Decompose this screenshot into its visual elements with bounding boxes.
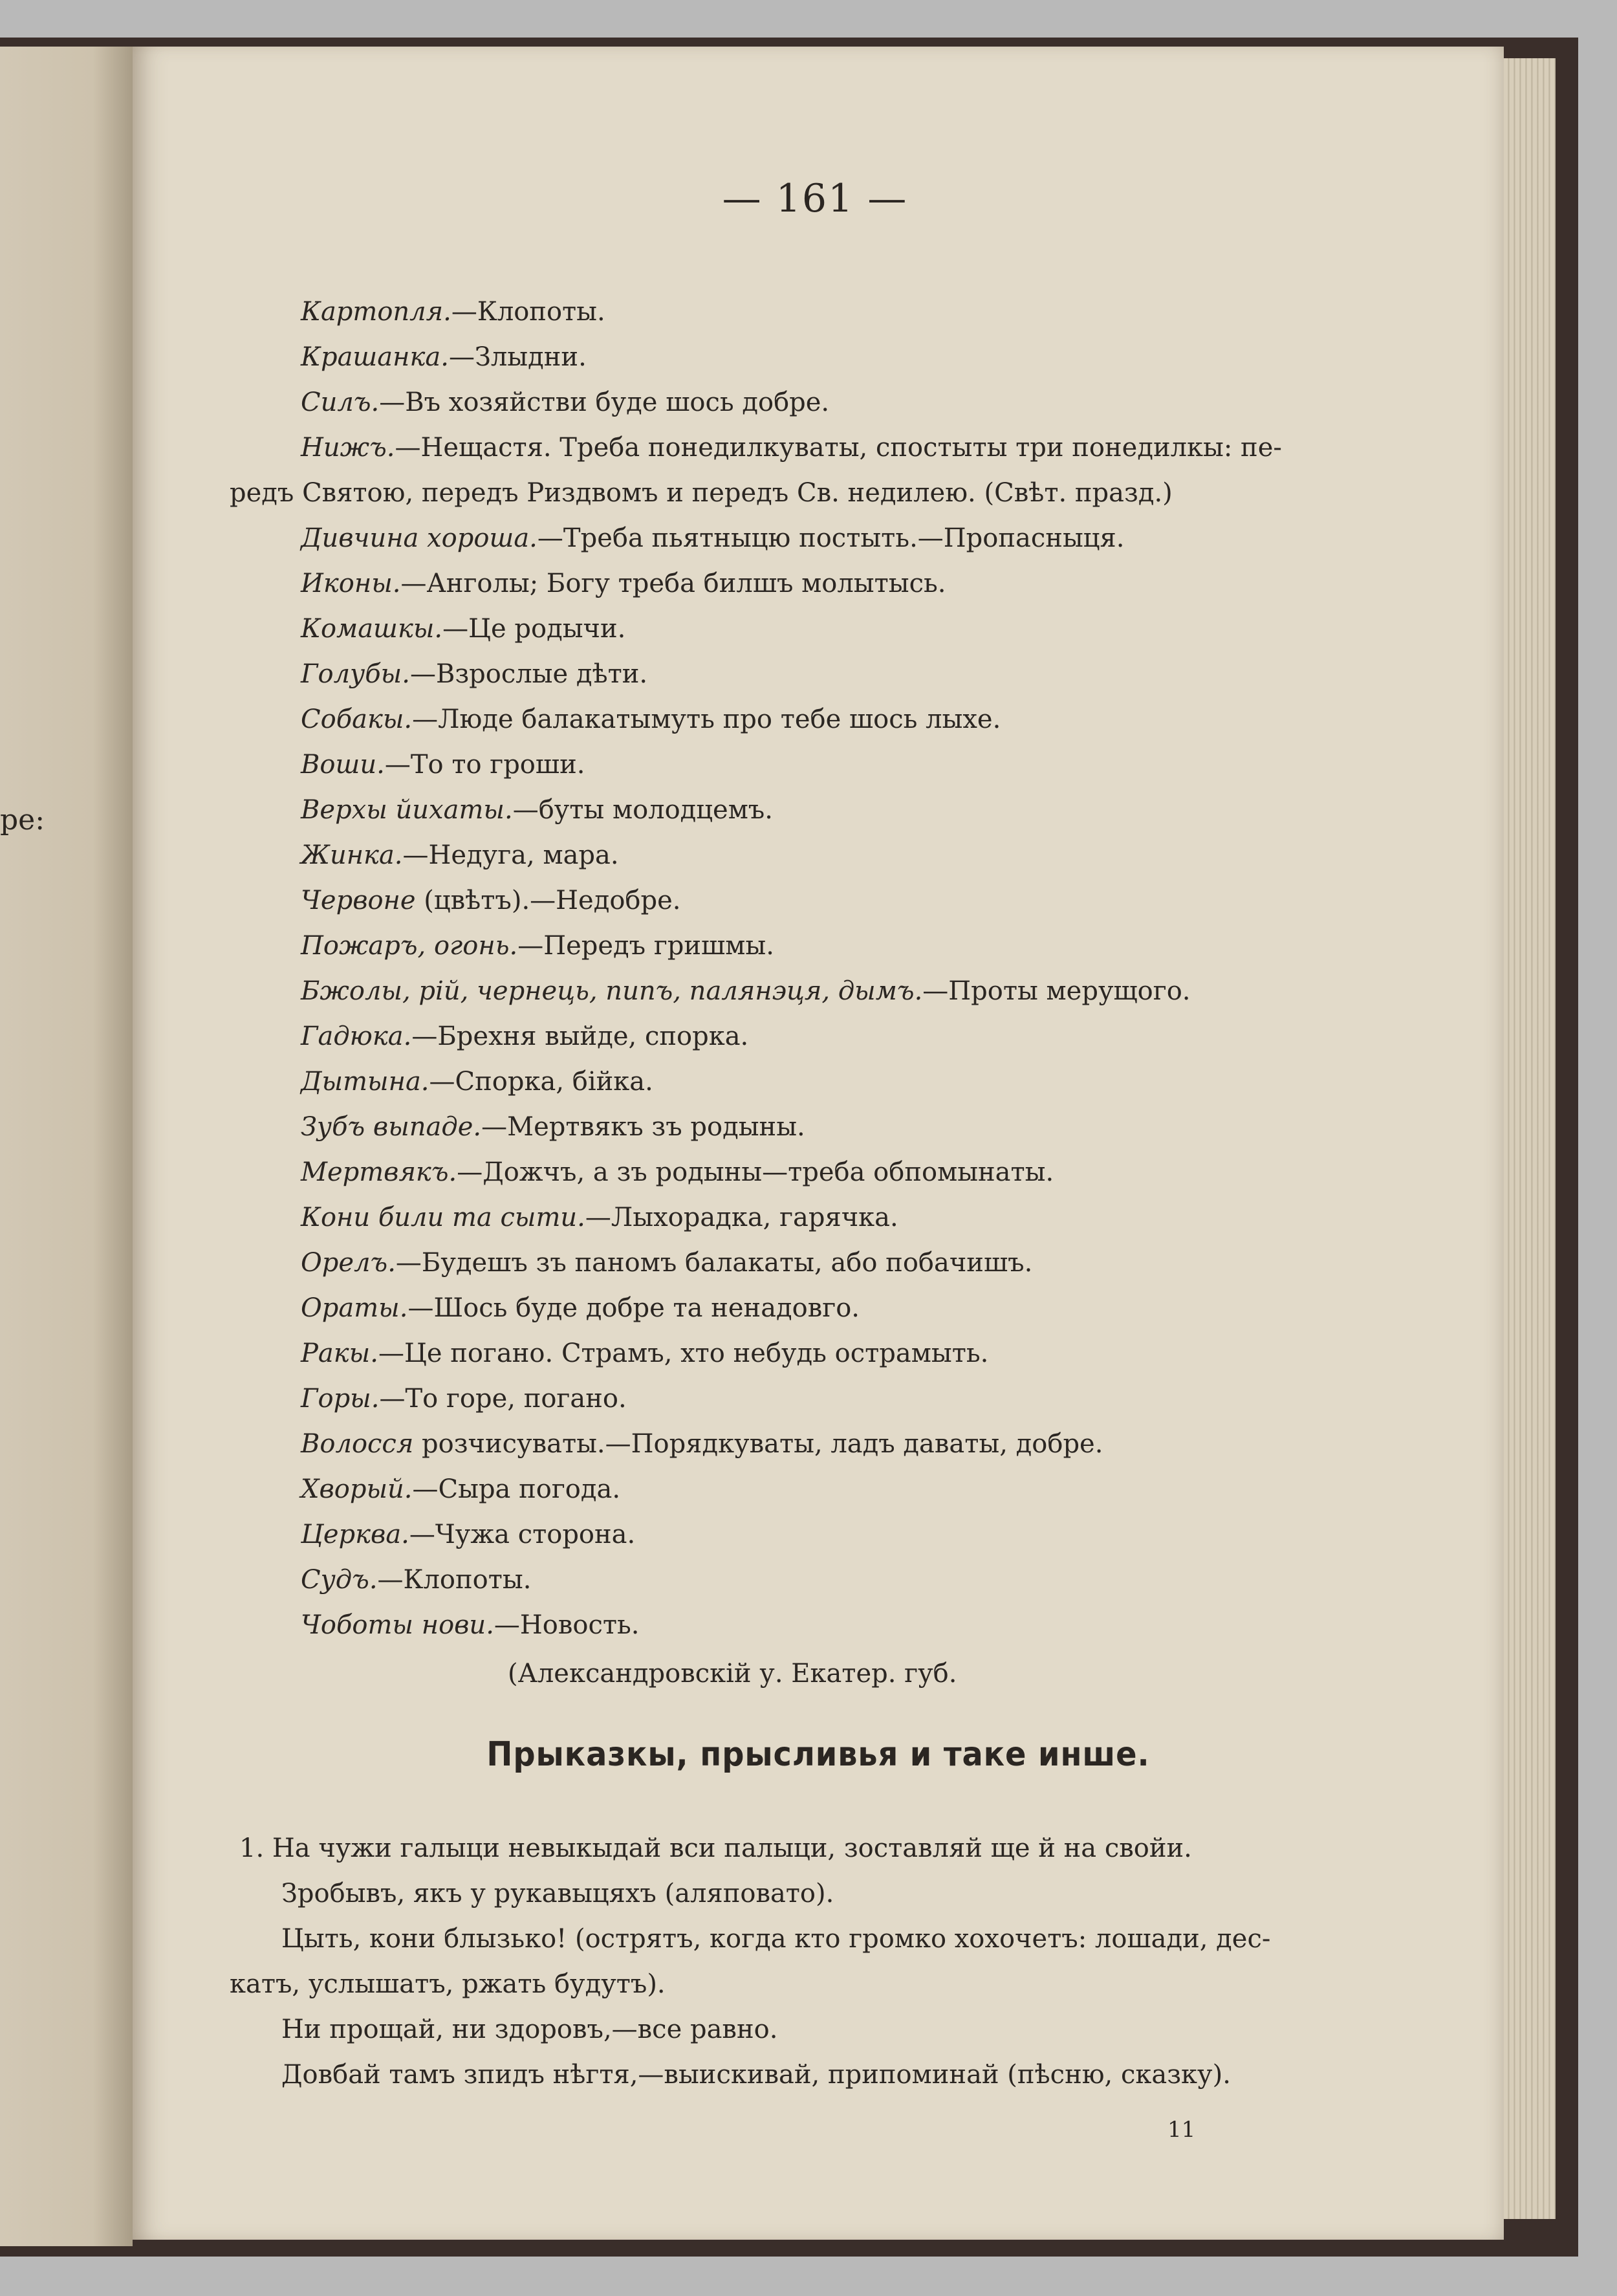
entry-meaning: —Чужа сторона.: [409, 1520, 636, 1549]
section-title: Прыказкы, прысливья и таке инше.: [486, 1735, 1150, 1774]
proverb-line: Зробывъ, якъ у рукавыцяхъ (аляповато).: [281, 1879, 834, 1908]
document-page: [133, 47, 1504, 2240]
entry-meaning: —Новость.: [494, 1610, 640, 1640]
entry-line: [230, 833, 1446, 878]
entry-meaning: —Клопоты.: [377, 1565, 532, 1595]
entry-line: [230, 742, 1446, 787]
entry-meaning: —Нещастя. Треба понедилкуваты, спостыты три понедилкы: пе-: [395, 433, 1282, 463]
entry-meaning: —Передъ гришмы.: [517, 931, 774, 961]
entry-meaning: —Треба пьятныцю постыть.—Пропасныця.: [537, 523, 1125, 553]
entry-meaning: —Це родычи.: [442, 614, 626, 644]
entry-line: [230, 1285, 1446, 1331]
proverb-line: Цыть, кони блызько! (острятъ, когда кто громко хохочетъ: лошади, дес-: [281, 1924, 1271, 1954]
entry-keyword: Бжолы, рій, чернець, пипъ, палянэця, дымъ.: [301, 976, 923, 1006]
proverb-line: 1. На чужи галыци невыкыдай вси палыци, зоставляй ще й на свойи.: [239, 1833, 1192, 1863]
entry-keyword: Горы.: [301, 1384, 380, 1414]
entry-keyword: Чоботы нови.: [301, 1610, 494, 1640]
entry-meaning: —Клопоты.: [451, 297, 605, 327]
entry-line: [230, 1240, 1446, 1285]
entry-keyword: Червоне: [301, 886, 416, 915]
entry-keyword: Пожаръ, огонь.: [301, 931, 518, 961]
entry-meaning: —То то гроши.: [384, 750, 585, 780]
entry-keyword: Судъ.: [301, 1565, 378, 1595]
entry-meaning: —Мертвякъ зъ родыны.: [481, 1112, 805, 1142]
entry-meaning: (цвѣтъ).—Недобре.: [415, 886, 681, 915]
dream-entries-list: [230, 289, 1446, 1648]
entry-line: [230, 1376, 1446, 1421]
entry-meaning: —Анголы; Богу треба билшъ молытысь.: [400, 569, 946, 598]
entry-meaning: —Злыдни.: [448, 342, 587, 372]
entry-line: [230, 1421, 1446, 1467]
left-page-fragment: pe:: [0, 804, 45, 836]
entry-line: [230, 1104, 1446, 1150]
entry-meaning: —Це погано. Страмъ, хто небудь острамыть.: [378, 1339, 989, 1368]
entry-meaning: —Спорка, бійка.: [429, 1067, 653, 1097]
entry-meaning: —Брехня выйде, спорка.: [411, 1022, 749, 1051]
entry-meaning: —Въ хозяйстви буде шось добре.: [379, 388, 830, 417]
proverb-line: Довбай тамъ зпидъ нѣгтя,—выискивай, припоминай (пѣсню, сказку).: [281, 2060, 1231, 2090]
entry-keyword: Крашанка.: [301, 342, 449, 372]
entry-line: [230, 606, 1446, 651]
entry-meaning: —Взрослые дѣти.: [409, 659, 648, 689]
entry-keyword: Церква.: [301, 1520, 409, 1549]
entry-meaning: —То горе, погано.: [379, 1384, 627, 1414]
entry-line: [230, 1059, 1446, 1104]
entry-line: [230, 516, 1446, 561]
entry-keyword: Силъ.: [301, 388, 380, 417]
proverbs-list: [230, 1826, 1459, 2097]
entry-keyword: Орелъ.: [301, 1248, 396, 1278]
entry-line: [230, 1467, 1446, 1512]
page-number: — 161 —: [722, 176, 908, 221]
entry-meaning: —Дожчъ, а зъ родыны—треба обпомынаты.: [457, 1157, 1054, 1187]
entry-keyword: Гадюка.: [301, 1022, 412, 1051]
entry-keyword: Верхы йихаты.: [301, 795, 513, 825]
printer-signature: 11: [1167, 2117, 1196, 2143]
entry-meaning: —Лыхорадка, гарячка.: [585, 1203, 898, 1232]
entry-line: [230, 1195, 1446, 1240]
entry-line: [230, 651, 1446, 697]
entry-keyword: Ракы.: [301, 1339, 378, 1368]
entry-line: [230, 470, 1446, 516]
left-page-edge: [0, 47, 133, 2246]
entry-keyword: Собакы.: [301, 705, 413, 734]
entry-meaning: —Проты мерущого.: [922, 976, 1191, 1006]
entry-meaning: —Будешъ зъ паномъ балакаты, або побачишъ.: [395, 1248, 1033, 1278]
entry-line: [230, 1014, 1446, 1059]
entry-line: [230, 1602, 1446, 1648]
entry-line: [230, 1150, 1446, 1195]
entry-meaning: —Люде балакатымуть про тебе шось лыхе.: [412, 705, 1001, 734]
entry-keyword: Мертвякъ.: [301, 1157, 457, 1187]
entry-line: [230, 878, 1446, 923]
entry-keyword: Иконы.: [301, 569, 401, 598]
entry-line: [230, 1331, 1446, 1376]
entry-keyword: Хворый.: [301, 1474, 413, 1504]
entry-line: [230, 561, 1446, 606]
entry-line: [230, 380, 1446, 425]
entry-keyword: Воши.: [301, 750, 385, 780]
entry-line: [230, 1557, 1446, 1602]
entry-meaning: —буты молодцемъ.: [512, 795, 773, 825]
entry-line: [230, 425, 1446, 470]
entry-meaning: —Сыра погода.: [412, 1474, 621, 1504]
entry-keyword: Волосся: [301, 1429, 414, 1459]
entry-keyword: Жинка.: [301, 840, 403, 870]
source-citation: (Александровскій у. Екатер. губ.: [508, 1659, 957, 1689]
entry-line: [230, 334, 1446, 380]
entry-keyword: Зубъ выпаде.: [301, 1112, 482, 1142]
proverb-line: катъ, услышатъ, ржать будутъ).: [230, 1969, 666, 1999]
entry-keyword: Картопля.: [301, 297, 451, 327]
entry-meaning: —Недуга, мара.: [402, 840, 619, 870]
entry-keyword: Дытына.: [301, 1067, 429, 1097]
entry-line: [230, 697, 1446, 742]
entry-line: [230, 923, 1446, 968]
entry-keyword: Нижъ.: [301, 433, 395, 463]
entry-keyword: Голубы.: [301, 659, 410, 689]
entry-meaning: розчисуваты.—Порядкуваты, ладъ даваты, добре.: [413, 1429, 1103, 1459]
entry-keyword: Кони били та сыти.: [301, 1203, 585, 1232]
entry-line: [230, 787, 1446, 833]
proverb-line: Ни прощай, ни здоровъ,—все равно.: [281, 2015, 778, 2044]
entry-line: [230, 968, 1446, 1014]
entry-keyword: Ораты.: [301, 1293, 408, 1323]
entry-line: [230, 1512, 1446, 1557]
entry-keyword: Комашкы.: [301, 614, 443, 644]
entry-keyword: Дивчина хороша.: [301, 523, 537, 553]
entry-line: [230, 289, 1446, 334]
entry-meaning: редъ Святою, передъ Риздвомъ и передъ Св. недилею. (Свѣт. празд.): [230, 478, 1173, 508]
entry-meaning: —Шось буде добре та ненадовго.: [407, 1293, 860, 1323]
